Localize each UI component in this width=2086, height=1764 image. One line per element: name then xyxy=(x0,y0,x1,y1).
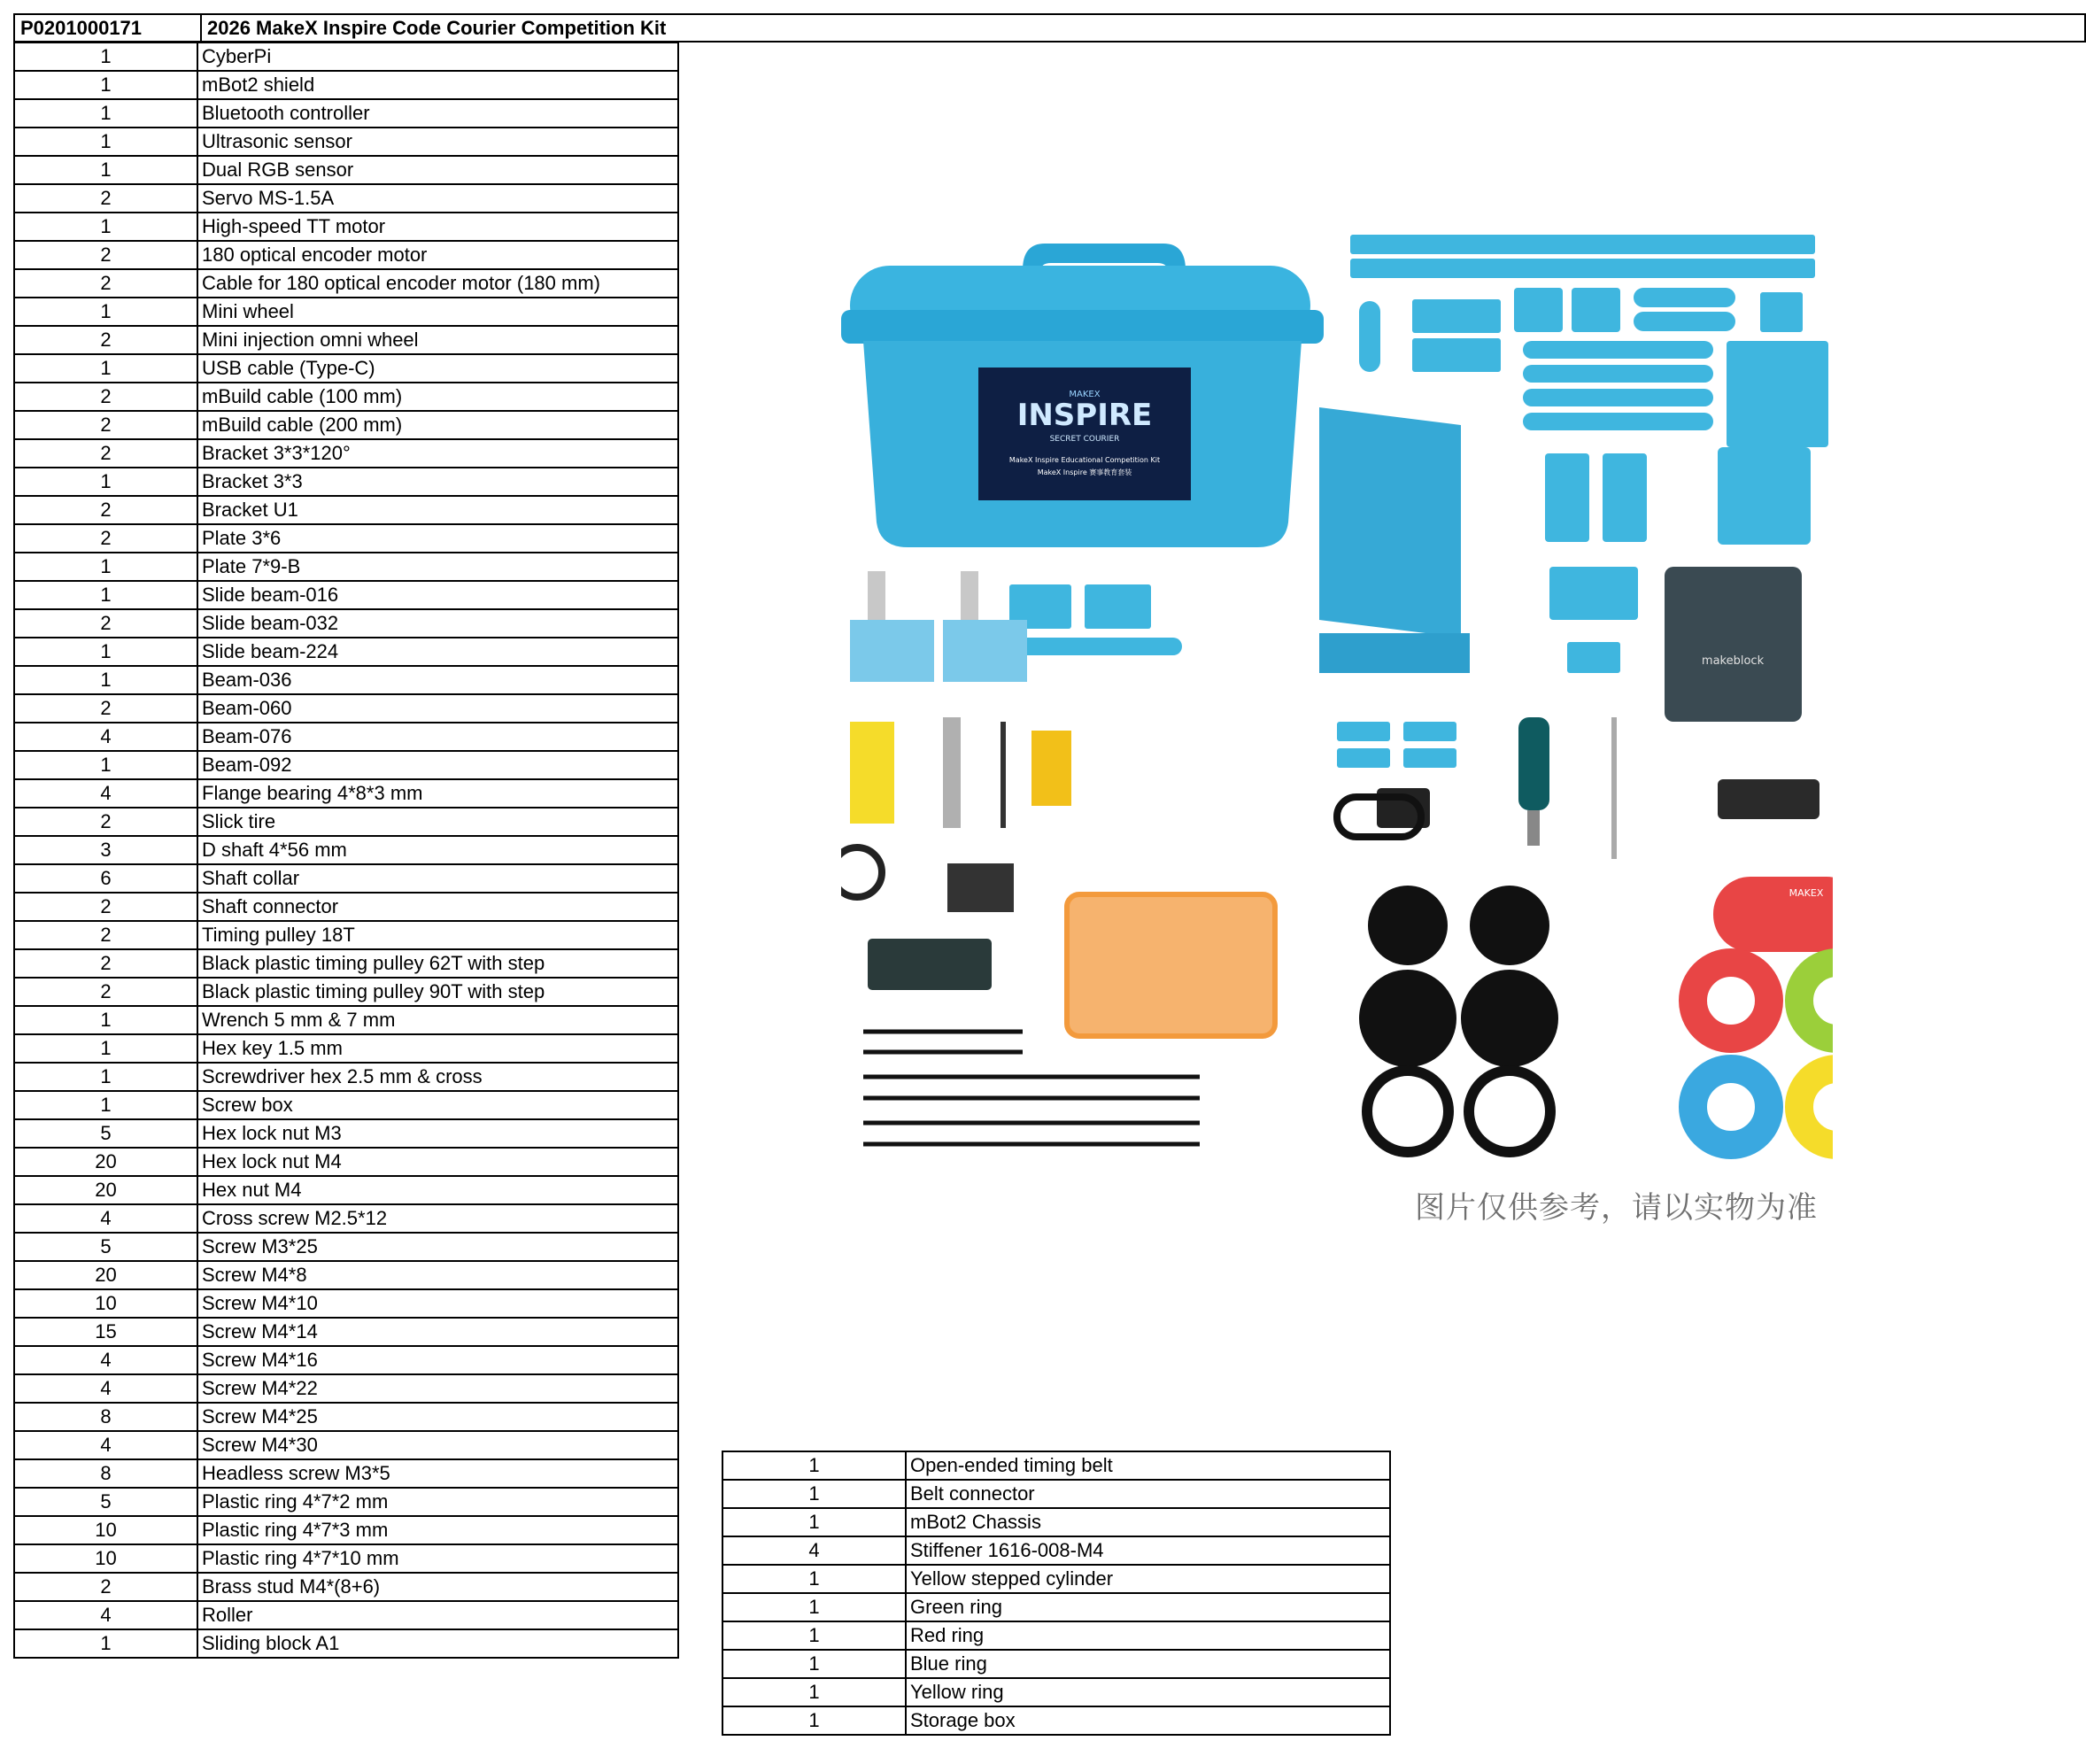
item-name: Mini injection omni wheel xyxy=(197,326,678,354)
board-brand: makeblock xyxy=(1701,654,1765,668)
item-name: Slide beam-224 xyxy=(197,638,678,666)
item-quantity: 1 xyxy=(722,1678,906,1706)
box-brand: MAKEX xyxy=(1069,390,1101,399)
item-quantity: 10 xyxy=(14,1289,197,1318)
table-row xyxy=(14,978,678,1006)
table-row xyxy=(14,71,678,99)
kit-title: 2026 MakeX Inspire Code Courier Competition Kit xyxy=(207,17,667,39)
item-quantity: 4 xyxy=(14,1204,197,1233)
item-quantity: 1 xyxy=(14,128,197,156)
table-row xyxy=(14,354,678,383)
table-row xyxy=(14,864,678,893)
table-row xyxy=(14,921,678,949)
item-quantity: 1 xyxy=(14,1006,197,1034)
item-name: Screw M4*16 xyxy=(197,1346,678,1374)
item-name: Green ring xyxy=(906,1593,1390,1621)
table-row xyxy=(14,1374,678,1403)
table-row xyxy=(14,1148,678,1176)
table-row xyxy=(14,1573,678,1601)
screwdriver xyxy=(1518,717,1549,810)
table-row xyxy=(14,1629,678,1658)
item-name: Servo MS-1.5A xyxy=(197,184,678,213)
kit-contents-photo xyxy=(841,221,1833,1231)
item-quantity: 2 xyxy=(14,184,197,213)
item-name: Ultrasonic sensor xyxy=(197,128,678,156)
table-row xyxy=(14,43,678,71)
box-title: INSPIRE xyxy=(1016,398,1153,433)
box-line-1: MakeX Inspire Educational Competition Kit xyxy=(1008,456,1161,464)
item-quantity: 4 xyxy=(14,723,197,751)
item-name: Hex nut M4 xyxy=(197,1176,678,1204)
table-row xyxy=(14,1204,678,1233)
item-name: Open-ended timing belt xyxy=(906,1451,1390,1480)
table-row xyxy=(14,1233,678,1261)
item-name: Beam-036 xyxy=(197,666,678,694)
item-name: Plate 7*9-B xyxy=(197,553,678,581)
table-row xyxy=(722,1706,1390,1735)
item-name: Dual RGB sensor xyxy=(197,156,678,184)
item-name: Flange bearing 4*8*3 mm xyxy=(197,779,678,808)
table-row xyxy=(14,99,678,128)
table-row xyxy=(722,1451,1390,1480)
parts-table-right xyxy=(722,1451,1391,1736)
table-row xyxy=(14,213,678,241)
table-row xyxy=(14,808,678,836)
tt-motor xyxy=(1031,731,1071,806)
item-quantity: 1 xyxy=(14,1629,197,1658)
item-name: Slide beam-032 xyxy=(197,609,678,638)
item-name: Slide beam-016 xyxy=(197,581,678,609)
table-row xyxy=(14,1601,678,1629)
item-name: Screwdriver hex 2.5 mm & cross xyxy=(197,1063,678,1091)
item-name: mBuild cable (100 mm) xyxy=(197,383,678,411)
table-row xyxy=(722,1508,1390,1536)
item-quantity: 1 xyxy=(722,1593,906,1621)
item-name: Brass stud M4*(8+6) xyxy=(197,1573,678,1601)
item-quantity: 1 xyxy=(14,213,197,241)
item-name: CyberPi xyxy=(197,43,678,71)
table-row xyxy=(14,1063,678,1091)
table-row xyxy=(722,1650,1390,1678)
item-name: Screw M4*22 xyxy=(197,1374,678,1403)
item-quantity: 10 xyxy=(14,1516,197,1544)
table-row xyxy=(14,779,678,808)
item-quantity: 2 xyxy=(14,609,197,638)
item-quantity: 1 xyxy=(14,156,197,184)
table-row xyxy=(14,836,678,864)
table-row xyxy=(722,1593,1390,1621)
colored-rings xyxy=(1693,963,1833,1145)
table-row xyxy=(14,553,678,581)
item-quantity: 1 xyxy=(14,751,197,779)
table-row xyxy=(14,468,678,496)
cyberpi xyxy=(868,939,992,990)
item-name: Cross screw M2.5*12 xyxy=(197,1204,678,1233)
table-row xyxy=(14,496,678,524)
item-name: Beam-076 xyxy=(197,723,678,751)
controller-brand: MAKEX xyxy=(1789,887,1824,899)
item-quantity: 4 xyxy=(14,1431,197,1459)
item-quantity: 20 xyxy=(14,1261,197,1289)
yellow-stepped-cylinder xyxy=(850,722,894,824)
item-quantity: 2 xyxy=(14,1573,197,1601)
item-quantity: 2 xyxy=(14,949,197,978)
item-quantity: 2 xyxy=(14,241,197,269)
item-name: Roller xyxy=(197,1601,678,1629)
table-row xyxy=(14,1346,678,1374)
item-quantity: 2 xyxy=(14,524,197,553)
item-quantity: 5 xyxy=(14,1488,197,1516)
item-name: Red ring xyxy=(906,1621,1390,1650)
item-quantity: 1 xyxy=(722,1706,906,1735)
item-name: Plate 3*6 xyxy=(197,524,678,553)
table-row xyxy=(14,1488,678,1516)
ultrasonic-sensor xyxy=(1718,779,1819,819)
item-quantity: 1 xyxy=(722,1451,906,1480)
photo-disclaimer: 图片仅供参考，请以实物为准 xyxy=(1415,1190,1818,1226)
item-quantity: 2 xyxy=(14,326,197,354)
table-row xyxy=(14,751,678,779)
item-name: Bracket 3*3 xyxy=(197,468,678,496)
table-row xyxy=(14,298,678,326)
item-name: Plastic ring 4*7*10 mm xyxy=(197,1544,678,1573)
item-quantity: 1 xyxy=(722,1621,906,1650)
table-row xyxy=(14,184,678,213)
item-name: Plastic ring 4*7*2 mm xyxy=(197,1488,678,1516)
item-name: Beam-060 xyxy=(197,694,678,723)
item-name: High-speed TT motor xyxy=(197,213,678,241)
table-row xyxy=(14,1091,678,1119)
item-quantity: 1 xyxy=(14,1034,197,1063)
item-quantity: 1 xyxy=(14,553,197,581)
item-quantity: 4 xyxy=(14,1601,197,1629)
parts-table-left xyxy=(13,42,679,1659)
item-quantity: 4 xyxy=(722,1536,906,1565)
item-quantity: 3 xyxy=(14,836,197,864)
item-quantity: 1 xyxy=(722,1650,906,1678)
item-name: Black plastic timing pulley 62T with step xyxy=(197,949,678,978)
item-name: Belt connector xyxy=(906,1480,1390,1508)
item-name: Bracket U1 xyxy=(197,496,678,524)
item-quantity: 2 xyxy=(14,439,197,468)
item-name: D shaft 4*56 mm xyxy=(197,836,678,864)
item-quantity: 20 xyxy=(14,1148,197,1176)
encoder-motors xyxy=(850,571,1027,682)
item-quantity: 1 xyxy=(14,354,197,383)
item-quantity: 2 xyxy=(14,694,197,723)
item-name: Bluetooth controller xyxy=(197,99,678,128)
table-row xyxy=(14,439,678,468)
table-row xyxy=(14,156,678,184)
table-row xyxy=(14,1119,678,1148)
screw-box xyxy=(1067,894,1275,1036)
mbot2-chassis xyxy=(1319,407,1470,673)
item-quantity: 1 xyxy=(14,581,197,609)
item-quantity: 2 xyxy=(14,496,197,524)
storage-box xyxy=(841,244,1324,547)
item-name: mBot2 Chassis xyxy=(906,1508,1390,1536)
table-row xyxy=(14,1006,678,1034)
item-quantity: 1 xyxy=(14,1091,197,1119)
item-quantity: 10 xyxy=(14,1544,197,1573)
item-quantity: 1 xyxy=(14,1063,197,1091)
table-row xyxy=(14,1516,678,1544)
table-row xyxy=(722,1678,1390,1706)
table-row xyxy=(14,128,678,156)
item-name: Bracket 3*3*120° xyxy=(197,439,678,468)
item-quantity: 1 xyxy=(14,666,197,694)
hex-key xyxy=(1001,722,1006,828)
table-row xyxy=(722,1480,1390,1508)
table-row xyxy=(14,241,678,269)
item-name: Yellow stepped cylinder xyxy=(906,1565,1390,1593)
table-row xyxy=(14,1544,678,1573)
table-row xyxy=(14,609,678,638)
item-quantity: 6 xyxy=(14,864,197,893)
item-name: Yellow ring xyxy=(906,1678,1390,1706)
item-name: Cable for 180 optical encoder motor (180 mm) xyxy=(197,269,678,298)
item-quantity: 2 xyxy=(14,893,197,921)
item-name: Headless screw M3*5 xyxy=(197,1459,678,1488)
table-row xyxy=(14,411,678,439)
item-name: Wrench 5 mm & 7 mm xyxy=(197,1006,678,1034)
kit-code: P0201000171 xyxy=(15,15,202,41)
item-quantity: 1 xyxy=(722,1480,906,1508)
table-row xyxy=(722,1536,1390,1565)
item-quantity: 5 xyxy=(14,1233,197,1261)
item-name: Stiffener 1616-008-M4 xyxy=(906,1536,1390,1565)
table-row xyxy=(14,723,678,751)
item-quantity: 4 xyxy=(14,1346,197,1374)
item-name: Slick tire xyxy=(197,808,678,836)
item-quantity: 5 xyxy=(14,1119,197,1148)
table-row xyxy=(14,326,678,354)
table-row xyxy=(14,1289,678,1318)
item-quantity: 1 xyxy=(14,298,197,326)
item-name: Screw M4*30 xyxy=(197,1431,678,1459)
item-name: USB cable (Type-C) xyxy=(197,354,678,383)
item-name: 180 optical encoder motor xyxy=(197,241,678,269)
item-quantity: 8 xyxy=(14,1459,197,1488)
item-name: Screw M4*8 xyxy=(197,1261,678,1289)
table-row xyxy=(14,1431,678,1459)
table-row xyxy=(722,1565,1390,1593)
item-name: Storage box xyxy=(906,1706,1390,1735)
item-name: mBuild cable (200 mm) xyxy=(197,411,678,439)
item-name: Mini wheel xyxy=(197,298,678,326)
servo xyxy=(947,863,1014,912)
table-row xyxy=(14,1261,678,1289)
item-quantity: 1 xyxy=(722,1508,906,1536)
table-row xyxy=(14,949,678,978)
item-name: Black plastic timing pulley 90T with step xyxy=(197,978,678,1006)
item-name: Shaft connector xyxy=(197,893,678,921)
item-name: Screw M4*10 xyxy=(197,1289,678,1318)
item-name: Sliding block A1 xyxy=(197,1629,678,1658)
table-row xyxy=(14,666,678,694)
item-quantity: 4 xyxy=(14,779,197,808)
item-quantity: 8 xyxy=(14,1403,197,1431)
item-name: mBot2 shield xyxy=(197,71,678,99)
item-name: Beam-092 xyxy=(197,751,678,779)
item-name: Hex lock nut M3 xyxy=(197,1119,678,1148)
item-quantity: 2 xyxy=(14,808,197,836)
bluetooth-controller xyxy=(1713,877,1833,952)
wrench xyxy=(943,717,961,828)
mbot2-shield xyxy=(1665,567,1802,722)
item-quantity: 1 xyxy=(14,43,197,71)
item-quantity: 4 xyxy=(14,1374,197,1403)
item-name: Timing pulley 18T xyxy=(197,921,678,949)
kit-header xyxy=(13,13,2086,43)
item-quantity: 1 xyxy=(14,638,197,666)
item-name: Screw M3*25 xyxy=(197,1233,678,1261)
item-quantity: 2 xyxy=(14,921,197,949)
table-row xyxy=(14,694,678,723)
table-row xyxy=(14,383,678,411)
item-quantity: 2 xyxy=(14,978,197,1006)
item-quantity: 1 xyxy=(14,71,197,99)
item-quantity: 1 xyxy=(722,1565,906,1593)
box-subtitle: SECRET COURIER xyxy=(1049,435,1120,444)
table-row xyxy=(14,638,678,666)
item-name: Screw M4*25 xyxy=(197,1403,678,1431)
item-quantity: 2 xyxy=(14,383,197,411)
item-quantity: 2 xyxy=(14,411,197,439)
item-quantity: 20 xyxy=(14,1176,197,1204)
box-line-2: MakeX Inspire 赛事教育套装 xyxy=(1037,468,1132,476)
table-row xyxy=(14,524,678,553)
table-row xyxy=(14,1034,678,1063)
item-name: Screw box xyxy=(197,1091,678,1119)
item-quantity: 15 xyxy=(14,1318,197,1346)
table-row xyxy=(14,893,678,921)
table-row xyxy=(722,1621,1390,1650)
item-quantity: 1 xyxy=(14,468,197,496)
table-row xyxy=(14,1176,678,1204)
item-name: Shaft collar xyxy=(197,864,678,893)
item-name: Blue ring xyxy=(906,1650,1390,1678)
table-row xyxy=(14,1318,678,1346)
table-row xyxy=(14,1403,678,1431)
table-row xyxy=(14,1459,678,1488)
item-quantity: 1 xyxy=(14,99,197,128)
item-quantity: 2 xyxy=(14,269,197,298)
mbuild-cables xyxy=(863,1032,1200,1144)
table-row xyxy=(14,269,678,298)
item-name: Screw M4*14 xyxy=(197,1318,678,1346)
table-row xyxy=(14,581,678,609)
item-name: Hex key 1.5 mm xyxy=(197,1034,678,1063)
item-name: Hex lock nut M4 xyxy=(197,1148,678,1176)
item-name: Plastic ring 4*7*3 mm xyxy=(197,1516,678,1544)
